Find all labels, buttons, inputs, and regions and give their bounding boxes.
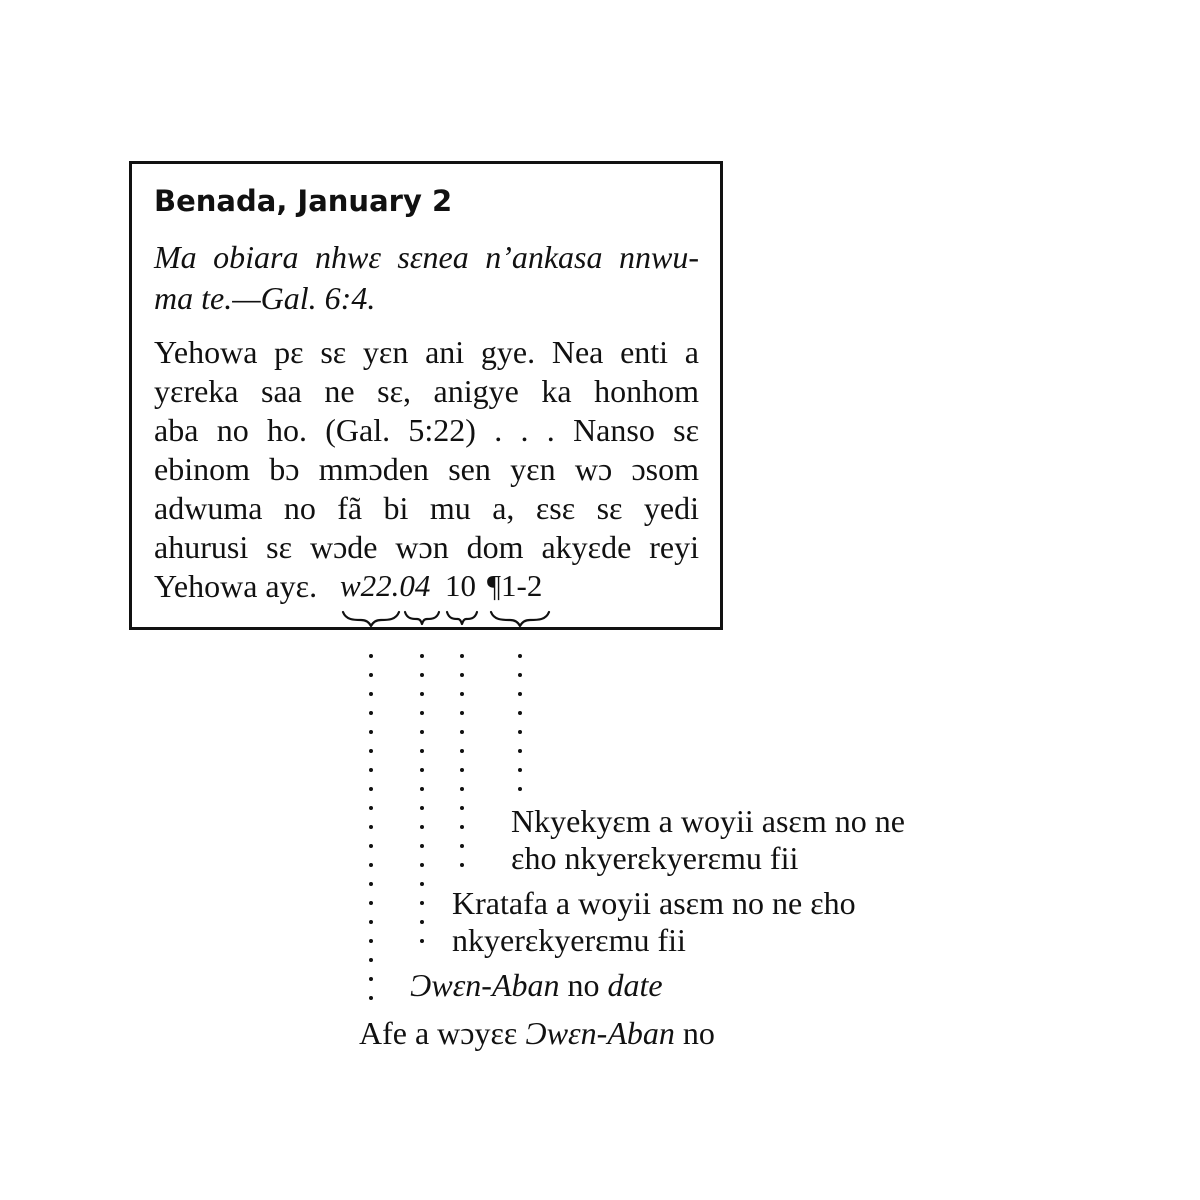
dotted-line-issue (420, 654, 424, 943)
body-line-4: ebinom bɔ mmɔden sen yɛn wɔ ɔsom (154, 451, 699, 487)
body-line-5: adwuma no fã bi mu a, ɛsɛ sɛ yedi (154, 490, 699, 526)
annotation-page-line-2: nkyerɛkyerɛmu fii (452, 922, 686, 958)
scripture-line-2: ma te.—Gal. 6:4. (154, 280, 376, 316)
annotation-issue-no: no (567, 967, 600, 1003)
annotation-issue-magazine: Ɔwɛn-Aban (410, 967, 560, 1003)
annotation-issue-date: date (607, 967, 663, 1003)
dotted-line-year (369, 654, 373, 1000)
body-line-6: ahurusi sɛ wɔde wɔn dom akyɛde reyi (154, 529, 699, 565)
body-line-3: aba no ho. (Gal. 5:22) . . . Nanso sɛ (154, 412, 699, 448)
dotted-line-paragraphs (518, 654, 522, 791)
reference-page: 10 (445, 568, 476, 603)
annotation-year-prefix: Afe a wɔyɛɛ (359, 1015, 518, 1051)
reference-paragraphs: ¶1-2 (487, 568, 543, 603)
brace-year (343, 612, 399, 626)
annotation-issue (410, 966, 663, 1004)
dotted-line-page (460, 654, 464, 867)
brace-issue (405, 612, 439, 624)
date-title: Benada, January 2 (154, 184, 453, 218)
annotation-year-suffix: no (682, 1015, 715, 1051)
annotation-year (359, 1014, 715, 1052)
annotation-year-magazine: Ɔwɛn-Aban (525, 1015, 675, 1051)
body-last-text: Yehowa ayɛ. (154, 568, 318, 604)
body-line-1: Yehowa pɛ sɛ yɛn ani gye. Nea enti a (154, 334, 699, 370)
body-line-2: yɛreka saa ne sɛ, anigye ka honhom (154, 373, 699, 409)
annotation-paragraphs-line-2: ɛho nkyerɛkyerɛmu fii (511, 840, 799, 876)
brace-page (447, 612, 477, 624)
annotation-page-line-1: Kratafa a woyii asɛm no ne ɛho (452, 885, 856, 921)
annotation-paragraphs-line-1: Nkyekyɛm a woyii asɛm no ne (511, 803, 905, 839)
scripture-line-1: Ma obiara nhwɛ sɛnea n’ankasa nnwu- (154, 239, 699, 275)
brace-paragraphs (491, 612, 549, 626)
reference-publication: w22.04 (340, 568, 431, 603)
